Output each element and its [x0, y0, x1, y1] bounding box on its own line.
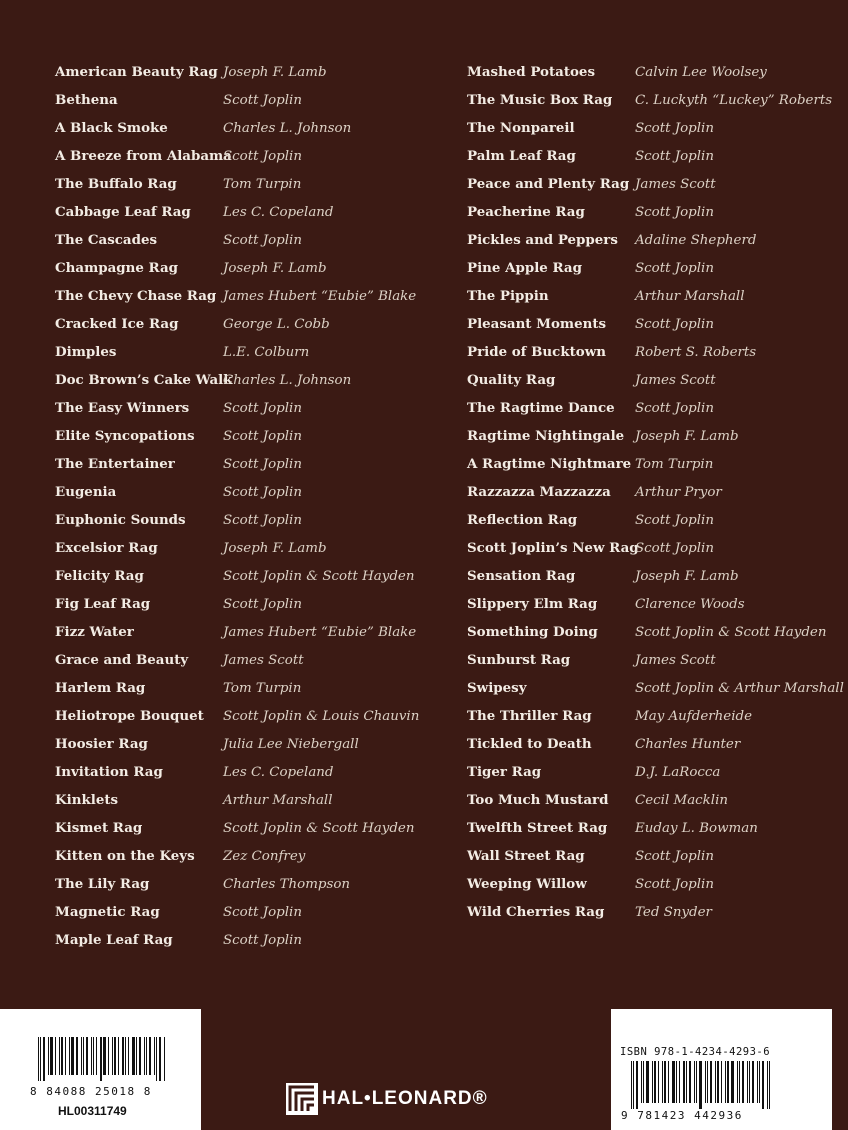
- song-composer: James Scott: [635, 372, 716, 388]
- song-composer: Scott Joplin: [223, 456, 302, 472]
- song-entry: [55, 506, 302, 534]
- barcode-bar: [65, 1037, 66, 1075]
- song-composer: Cecil Macklin: [635, 792, 728, 808]
- barcode-bar: [103, 1037, 106, 1075]
- song-composer: Scott Joplin & Scott Hayden: [635, 624, 827, 640]
- song-entry: [467, 338, 757, 366]
- barcode-bar: [652, 1061, 653, 1103]
- barcode-bar: [128, 1037, 129, 1075]
- barcode-bar: [83, 1037, 84, 1075]
- song-entry: [55, 842, 306, 870]
- song-composer: James Scott: [223, 652, 304, 668]
- song-title: The Ragtime Dance: [467, 400, 615, 416]
- song-composer: Scott Joplin: [635, 260, 714, 276]
- barcode-bar: [747, 1061, 748, 1103]
- barcode-bar: [737, 1061, 738, 1103]
- song-title: The Thriller Rag: [467, 708, 592, 724]
- song-title: Harlem Rag: [55, 680, 146, 696]
- song-composer: Adaline Shepherd: [635, 232, 757, 248]
- song-title: Invitation Rag: [55, 764, 163, 780]
- song-entry: [55, 114, 352, 142]
- song-entry: [467, 478, 722, 506]
- song-entry: [467, 422, 739, 450]
- barcode-bar: [664, 1061, 666, 1103]
- song-composer: Joseph F. Lamb: [223, 64, 327, 80]
- song-entry: [467, 58, 767, 86]
- song-entry: [467, 646, 716, 674]
- barcode-bar: [662, 1061, 663, 1103]
- barcode-bar: [707, 1061, 708, 1103]
- song-composer: Scott Joplin: [635, 316, 714, 332]
- song-title: Pickles and Peppers: [467, 232, 618, 248]
- song-composer: James Hubert “Eubie” Blake: [223, 624, 417, 640]
- song-entry: [467, 730, 741, 758]
- song-composer: Calvin Lee Woolsey: [635, 64, 767, 80]
- barcode-bar: [55, 1037, 56, 1075]
- barcode-bar: [100, 1037, 102, 1081]
- song-title: Reflection Rag: [467, 512, 578, 528]
- song-entry: [467, 618, 827, 646]
- barcode-bar: [125, 1037, 126, 1075]
- song-entry: [467, 870, 714, 898]
- song-title: A Black Smoke: [55, 120, 168, 136]
- song-title: Doc Brown’s Cake Walk: [55, 372, 233, 388]
- barcode-bar: [641, 1061, 642, 1103]
- song-composer: Scott Joplin: [223, 400, 302, 416]
- song-title: Fig Leaf Rag: [55, 596, 151, 612]
- barcode-bar: [38, 1037, 39, 1081]
- song-title: Pine Apple Rag: [467, 260, 582, 276]
- song-composer: Tom Turpin: [223, 680, 302, 696]
- barcode-bar: [762, 1061, 764, 1109]
- song-entry: [55, 282, 417, 310]
- song-title: Grace and Beauty: [55, 652, 189, 668]
- song-title: The Pippin: [467, 288, 549, 304]
- barcode-bar: [749, 1061, 750, 1103]
- song-entry: [467, 534, 714, 562]
- song-entry: [467, 282, 745, 310]
- isbn-barcode-bars: [631, 1061, 772, 1109]
- song-composer: Arthur Pryor: [635, 484, 722, 500]
- song-composer: Tom Turpin: [635, 456, 714, 472]
- barcode-bar: [683, 1061, 685, 1103]
- song-title: Razzazza Mazzazza: [467, 484, 611, 500]
- barcode-bar: [146, 1037, 147, 1075]
- barcode-bar: [114, 1037, 116, 1075]
- song-composer: Charles Thompson: [223, 876, 351, 892]
- song-composer: Scott Joplin: [223, 932, 302, 948]
- barcode-bar: [757, 1061, 758, 1103]
- song-composer: James Hubert “Eubie” Blake: [223, 288, 417, 304]
- song-composer: Les C. Copeland: [223, 764, 334, 780]
- song-composer: Scott Joplin & Louis Chauvin: [223, 708, 420, 724]
- song-title: Fizz Water: [55, 624, 134, 640]
- barcode-bar: [50, 1037, 53, 1075]
- song-entry: [55, 170, 302, 198]
- upc-digits: 8 84088 25018 8: [30, 1085, 152, 1098]
- song-title: Slippery Elm Rag: [467, 596, 598, 612]
- song-title: Excelsior Rag: [55, 540, 158, 556]
- barcode-bar: [108, 1037, 109, 1075]
- song-title: The Lily Rag: [55, 876, 150, 892]
- song-title: The Easy Winners: [55, 400, 190, 416]
- barcode-bar: [636, 1061, 638, 1109]
- song-composer: L.E. Colburn: [223, 344, 310, 360]
- barcode-bar: [40, 1037, 41, 1081]
- song-title: Hoosier Rag: [55, 736, 148, 752]
- song-entry: [467, 170, 716, 198]
- song-entry: [467, 758, 721, 786]
- song-entry: [55, 58, 327, 86]
- song-title: Tickled to Death: [467, 736, 592, 752]
- song-entry: [467, 198, 714, 226]
- barcode-bar: [81, 1037, 82, 1075]
- song-title: Tiger Rag: [467, 764, 542, 780]
- song-title: The Buffalo Rag: [55, 176, 177, 192]
- song-entry: [55, 674, 302, 702]
- song-composer: Scott Joplin: [223, 484, 302, 500]
- song-composer: Scott Joplin: [635, 540, 714, 556]
- song-title: Pride of Bucktown: [467, 344, 606, 360]
- barcode-bar: [156, 1037, 157, 1081]
- barcode-bar: [633, 1061, 634, 1109]
- song-entry: [55, 730, 359, 758]
- song-title: Sunburst Rag: [467, 652, 571, 668]
- song-title: Champagne Rag: [55, 260, 179, 276]
- song-composer: Julia Lee Niebergall: [223, 736, 359, 752]
- song-composer: Scott Joplin: [635, 848, 714, 864]
- barcode-bar: [69, 1037, 70, 1075]
- song-entry: [467, 590, 745, 618]
- song-entry: [467, 254, 714, 282]
- song-title: Felicity Rag: [55, 568, 144, 584]
- song-entry: [467, 562, 739, 590]
- song-title: The Chevy Chase Rag: [55, 288, 217, 304]
- barcode-bar: [686, 1061, 687, 1103]
- hal-leonard-mark-icon: [286, 1083, 318, 1115]
- song-composer: Scott Joplin: [223, 148, 302, 164]
- barcode-bar: [112, 1037, 113, 1075]
- song-title: The Nonpareil: [467, 120, 575, 136]
- song-entry: [467, 142, 714, 170]
- song-entry: [55, 534, 327, 562]
- barcode-bar: [122, 1037, 124, 1075]
- song-title: Wild Cherries Rag: [467, 904, 605, 920]
- barcode-bar: [769, 1061, 770, 1109]
- song-entry: [467, 310, 714, 338]
- song-composer: Charles Hunter: [635, 736, 741, 752]
- song-title: Wall Street Rag: [467, 848, 585, 864]
- song-title: Swipesy: [467, 680, 527, 696]
- barcode-bar: [699, 1061, 702, 1109]
- song-entry: [55, 226, 302, 254]
- barcode-bar: [689, 1061, 691, 1103]
- song-title: Bethena: [55, 92, 118, 108]
- song-composer: James Scott: [635, 176, 716, 192]
- song-composer: Clarence Woods: [635, 596, 745, 612]
- barcode-bar: [48, 1037, 49, 1075]
- barcode-bar: [91, 1037, 92, 1075]
- barcode-isbn: [611, 1009, 832, 1130]
- song-entry: [55, 646, 304, 674]
- hal-leonard-logo: [286, 1083, 488, 1115]
- publisher-name: HAL•LEONARD®: [322, 1088, 488, 1109]
- song-entry: [55, 366, 352, 394]
- barcode-bar: [631, 1061, 632, 1109]
- song-title: Too Much Mustard: [467, 792, 609, 808]
- barcode-bar: [679, 1061, 680, 1103]
- barcode-bar: [61, 1037, 63, 1075]
- barcode-bar: [658, 1061, 659, 1103]
- song-title: A Breeze from Alabama: [55, 148, 232, 164]
- barcode-bar: [59, 1037, 60, 1075]
- barcode-bar: [668, 1061, 669, 1103]
- barcode-bar: [654, 1061, 656, 1103]
- song-title: Scott Joplin’s New Rag: [467, 540, 639, 556]
- song-title: Peace and Plenty Rag: [467, 176, 630, 192]
- song-entry: [55, 702, 420, 730]
- song-composer: Tom Turpin: [223, 176, 302, 192]
- song-composer: Robert S. Roberts: [635, 344, 757, 360]
- song-entry: [55, 898, 302, 926]
- barcode-bar: [118, 1037, 119, 1075]
- barcode-bar: [154, 1037, 155, 1075]
- barcode-bar: [139, 1037, 141, 1075]
- barcode-bar: [710, 1061, 712, 1103]
- barcode-bar: [643, 1061, 644, 1103]
- barcode-bar: [136, 1037, 137, 1075]
- song-composer: Charles L. Johnson: [223, 120, 352, 136]
- song-title: The Music Box Rag: [467, 92, 613, 108]
- song-entry: [55, 870, 351, 898]
- song-entry: [55, 786, 333, 814]
- song-entry: [467, 86, 833, 114]
- song-composer: Scott Joplin: [223, 512, 302, 528]
- song-entry: [467, 702, 752, 730]
- song-composer: George L. Cobb: [223, 316, 330, 332]
- barcode-bar: [86, 1037, 88, 1075]
- song-composer: Scott Joplin: [635, 120, 714, 136]
- barcode-bar: [96, 1037, 97, 1075]
- song-composer: Les C. Copeland: [223, 204, 334, 220]
- song-entry: [467, 394, 714, 422]
- song-title: Palm Leaf Rag: [467, 148, 576, 164]
- song-title: Heliotrope Bouquet: [55, 708, 204, 724]
- song-entry: [55, 562, 415, 590]
- song-composer: Scott Joplin: [635, 876, 714, 892]
- song-entry: [55, 450, 302, 478]
- barcode-bar: [149, 1037, 151, 1075]
- song-entry: [55, 310, 330, 338]
- barcode-bar: [767, 1061, 768, 1109]
- song-entry: [467, 898, 712, 926]
- song-title: Weeping Willow: [467, 876, 587, 892]
- barcode-bar: [742, 1061, 744, 1103]
- barcode-bar: [132, 1037, 135, 1075]
- isbn-label: ISBN 978-1-4234-4293-6: [620, 1046, 771, 1058]
- song-composer: Joseph F. Lamb: [635, 428, 739, 444]
- song-entry: [55, 422, 302, 450]
- song-title: Quality Rag: [467, 372, 556, 388]
- barcode-bar: [725, 1061, 726, 1103]
- song-entry: [55, 338, 310, 366]
- song-entry: [467, 814, 758, 842]
- song-composer: Scott Joplin: [223, 904, 302, 920]
- song-composer: Arthur Marshall: [635, 288, 745, 304]
- song-composer: Euday L. Bowman: [635, 820, 758, 836]
- song-composer: Scott Joplin: [223, 596, 302, 612]
- song-entry: [467, 786, 728, 814]
- song-entry: [55, 254, 327, 282]
- song-title: The Entertainer: [55, 456, 175, 472]
- barcode-bar: [731, 1061, 734, 1103]
- song-entry: [55, 478, 302, 506]
- song-title: Elite Syncopations: [55, 428, 195, 444]
- song-composer: C. Luckyth “Luckey” Roberts: [635, 92, 833, 108]
- song-composer: James Scott: [635, 652, 716, 668]
- barcode-bar: [705, 1061, 706, 1103]
- song-entry: [55, 814, 415, 842]
- song-title: American Beauty Rag: [55, 64, 218, 80]
- song-title: Peacherine Rag: [467, 204, 585, 220]
- barcode-bar: [93, 1037, 94, 1075]
- song-title: Magnetic Rag: [55, 904, 160, 920]
- song-title: Something Doing: [467, 624, 598, 640]
- song-entry: [55, 198, 334, 226]
- song-title: Dimples: [55, 344, 117, 360]
- song-composer: Scott Joplin: [223, 92, 302, 108]
- barcode-bar: [43, 1037, 45, 1081]
- song-entry: [467, 366, 716, 394]
- song-title: The Cascades: [55, 232, 158, 248]
- song-entry: [55, 590, 302, 618]
- isbn-digits: 9 781423 442936: [621, 1109, 743, 1122]
- song-entry: [55, 758, 334, 786]
- song-entry: [467, 842, 714, 870]
- song-title: Kitten on the Keys: [55, 848, 195, 864]
- barcode-bar: [144, 1037, 145, 1075]
- song-composer: Scott Joplin & Scott Hayden: [223, 820, 415, 836]
- song-composer: Scott Joplin & Scott Hayden: [223, 568, 415, 584]
- song-title: Eugenia: [55, 484, 117, 500]
- song-entry: [55, 394, 302, 422]
- song-composer: D.J. LaRocca: [635, 764, 721, 780]
- song-list-left: [55, 58, 420, 954]
- song-composer: Charles L. Johnson: [223, 372, 352, 388]
- song-composer: Ted Snyder: [635, 904, 712, 920]
- song-list-right: [467, 58, 844, 926]
- song-entry: [467, 114, 714, 142]
- song-composer: Scott Joplin: [223, 428, 302, 444]
- barcode-bars: [38, 1037, 166, 1081]
- barcode-bar: [759, 1061, 760, 1103]
- song-composer: Zez Confrey: [223, 848, 306, 864]
- barcode-bar: [164, 1037, 165, 1081]
- barcode-bar: [646, 1061, 649, 1103]
- song-composer: Scott Joplin: [635, 204, 714, 220]
- barcode-upc: [0, 1009, 201, 1130]
- song-composer: Scott Joplin: [635, 400, 714, 416]
- song-title: Twelfth Street Rag: [467, 820, 608, 836]
- barcode-bar: [752, 1061, 754, 1103]
- song-title: Maple Leaf Rag: [55, 932, 173, 948]
- barcode-bar: [715, 1061, 716, 1103]
- song-title: Kinklets: [55, 792, 119, 808]
- song-composer: Scott Joplin: [635, 148, 714, 164]
- barcode-bar: [71, 1037, 74, 1075]
- song-title: A Ragtime Nightmare: [467, 456, 632, 472]
- barcode-bar: [739, 1061, 740, 1103]
- barcode-bar: [727, 1061, 729, 1103]
- barcode-bar: [676, 1061, 677, 1103]
- song-entry: [55, 142, 302, 170]
- song-title: Mashed Potatoes: [467, 64, 595, 80]
- song-composer: Joseph F. Lamb: [635, 568, 739, 584]
- song-entry: [467, 674, 844, 702]
- barcode-bar: [721, 1061, 722, 1103]
- song-entry: [55, 86, 302, 114]
- song-entry: [55, 926, 302, 954]
- song-composer: Arthur Marshall: [223, 792, 333, 808]
- song-composer: Joseph F. Lamb: [223, 540, 327, 556]
- song-title: Ragtime Nightingale: [467, 428, 625, 444]
- song-title: Cabbage Leaf Rag: [55, 204, 191, 220]
- song-composer: Scott Joplin: [635, 512, 714, 528]
- song-title: Kismet Rag: [55, 820, 143, 836]
- song-entry: [55, 618, 417, 646]
- song-title: Sensation Rag: [467, 568, 576, 584]
- barcode-bar: [696, 1061, 697, 1103]
- barcode-bar: [159, 1037, 161, 1081]
- song-entry: [467, 226, 757, 254]
- song-composer: May Aufderheide: [635, 708, 752, 724]
- song-entry: [467, 450, 714, 478]
- song-title: Pleasant Moments: [467, 316, 607, 332]
- product-code: HL00311749: [58, 1104, 127, 1118]
- song-entry: [467, 506, 714, 534]
- song-composer: Joseph F. Lamb: [223, 260, 327, 276]
- barcode-bar: [717, 1061, 719, 1103]
- song-composer: Scott Joplin: [223, 232, 302, 248]
- barcode-bar: [694, 1061, 695, 1103]
- song-title: Euphonic Sounds: [55, 512, 186, 528]
- song-title: Cracked Ice Rag: [55, 316, 179, 332]
- barcode-bar: [672, 1061, 675, 1103]
- barcode-bar: [76, 1037, 78, 1075]
- song-composer: Scott Joplin & Arthur Marshall: [635, 680, 844, 696]
